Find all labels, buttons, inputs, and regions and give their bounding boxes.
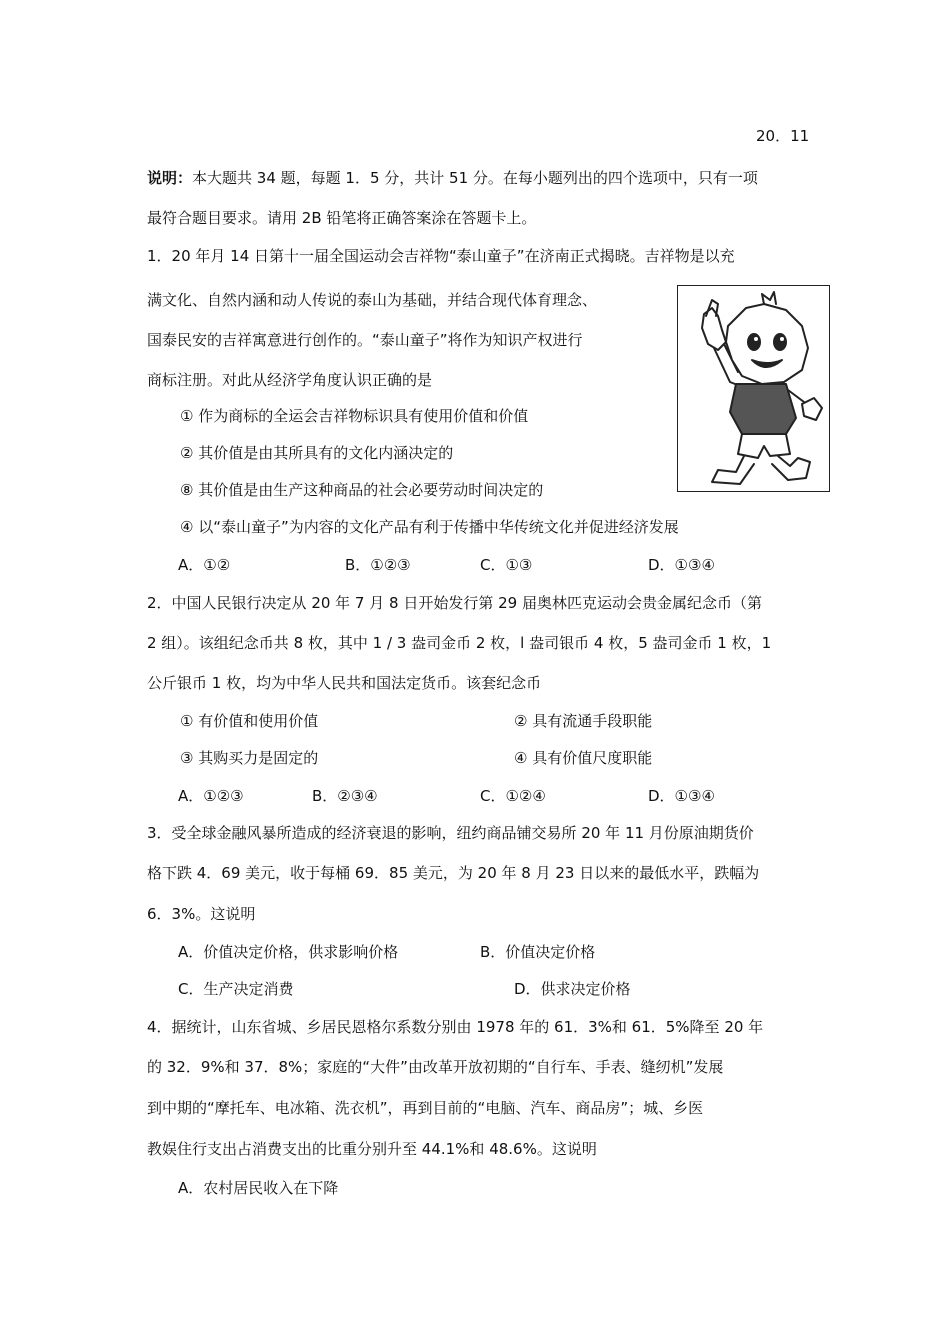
instructions-line-2: 最符合题目要求。请用 2B 铅笔将正确答案涂在答题卡上。 <box>147 209 537 227</box>
question-1-stem-3: 国泰民安的吉祥寓意进行创作的。“泰山童子”将作为知识产权进行 <box>147 331 583 349</box>
mascot-image <box>677 285 830 492</box>
question-2-option-d: D．①③④ <box>648 787 715 805</box>
question-1-option-c: C．①③ <box>480 556 533 574</box>
instructions-label: 说明： <box>147 169 193 187</box>
instructions-text-1: 本大题共 34 题，每题 1．5 分，共计 51 分。在每小题列出的四个选项中，只有一项 <box>192 169 758 187</box>
question-3-option-d: D．供求决定价格 <box>514 980 631 998</box>
question-3-option-a: A．价值决定价格，供求影响价格 <box>178 943 399 961</box>
question-4-stem-3: 到中期的“摩托车、电冰箱、洗衣机”，再到目前的“电脑、汽车、商品房”；城、乡医 <box>147 1099 704 1117</box>
question-2-stem-2: 2 组）。该组纪念币共 8 枚，其中 1 / 3 盎司金币 2 枚，l 盎司银币 4 枚，5 盎司金币 1 枚，1 <box>147 634 772 652</box>
question-1-statement-4: ④ 以“泰山童子”为内容的文化产品有利于传播中华传统文化并促进经济发展 <box>180 518 679 536</box>
question-2-option-a: A．①②③ <box>178 787 244 805</box>
question-3-stem-3: 6．3%。这说明 <box>147 905 256 923</box>
question-1-statement-3: ⑧ 其价值是由生产这种商品的社会必要劳动时间决定的 <box>180 481 544 499</box>
question-1-stem-4: 商标注册。对此从经济学角度认识正确的是 <box>147 371 433 389</box>
question-2-statement-3: ③ 其购买力是固定的 <box>180 749 319 767</box>
question-1-option-a: A．①② <box>178 556 231 574</box>
question-2-stem-3: 公斤银币 1 枚，均为中华人民共和国法定货币。该套纪念币 <box>147 674 542 692</box>
question-2-statement-2: ② 具有流通手段职能 <box>514 712 653 730</box>
question-1-statement-1: ① 作为商标的全运会吉祥物标识具有使用价值和价值 <box>180 407 529 425</box>
question-1-stem-1: 1．20 年月 14 日第十一届全国运动会吉祥物“泰山童子”在济南正式揭晓。吉祥物是以充 <box>147 247 735 265</box>
question-3-stem-1: 3．受全球金融风暴所造成的经济衰退的影响，纽约商品铺交易所 20 年 11 月份原油期货价 <box>147 824 754 842</box>
question-1-statement-2: ② 其价值是由其所具有的文化内涵决定的 <box>180 444 454 462</box>
question-2-statement-4: ④ 具有价值尺度职能 <box>514 749 653 767</box>
question-2-option-c: C．①②④ <box>480 787 546 805</box>
instructions-line-1 <box>147 168 758 188</box>
question-1-option-d: D．①③④ <box>648 556 715 574</box>
question-2-statement-1: ① 有价值和使用价值 <box>180 712 319 730</box>
question-4-stem-4: 教娱住行支出占消费支出的比重分别升至 44.1%和 48.6%。这说明 <box>147 1140 597 1158</box>
question-4-stem-1: 4．据统计，山东省城、乡居民恩格尔系数分别由 1978 年的 61．3%和 61．5%降至 20 年 <box>147 1018 764 1036</box>
question-3-option-b: B．价值决定价格 <box>480 943 596 961</box>
question-4-stem-2: 的 32．9%和 37．8%；家庭的“大件”由改革开放初期的“自行车、手表、缝纫机”发展 <box>147 1058 724 1076</box>
question-3-option-c: C．生产决定消费 <box>178 980 294 998</box>
question-4-option-a: A．农村居民收入在下降 <box>178 1179 339 1197</box>
question-3-stem-2: 格下跌 4．69 美元，收于每桶 69．85 美元，为 20 年 8 月 23 日以来的最低水平，跌幅为 <box>147 864 760 882</box>
date-header: 20．11 <box>756 127 810 145</box>
question-1-option-b: B．①②③ <box>345 556 411 574</box>
question-1-stem-2: 满文化、自然内涵和动人传说的泰山为基础，并结合现代体育理念、 <box>147 291 598 309</box>
question-2-option-b: B．②③④ <box>312 787 378 805</box>
question-2-stem-1: 2．中国人民银行决定从 20 年 7 月 8 日开始发行第 29 届奥林匹克运动会贵金属纪念币（第 <box>147 594 762 612</box>
